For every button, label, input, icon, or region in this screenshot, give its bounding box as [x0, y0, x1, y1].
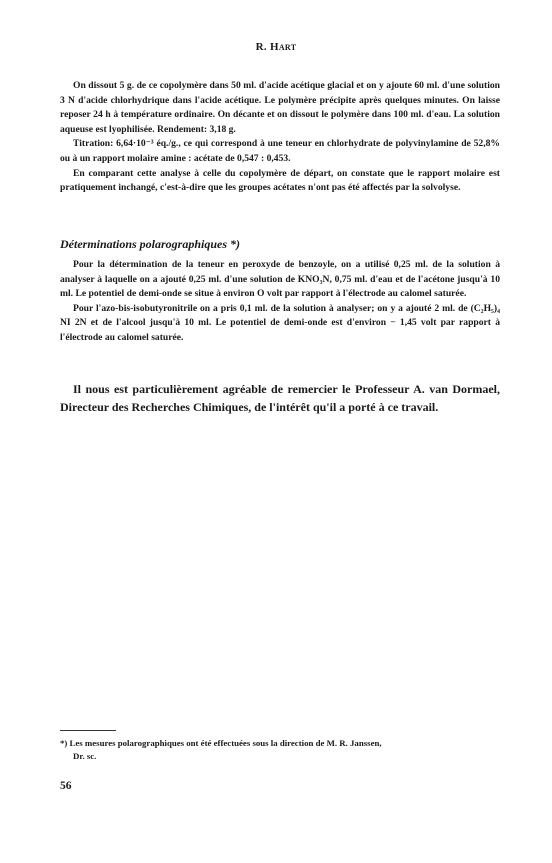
running-head: R. Hart [255, 41, 297, 53]
footnote-line2: Dr. sc. [73, 751, 97, 761]
section-preparation [60, 79, 500, 196]
section-polarography [60, 258, 500, 346]
page-number: 56 [60, 780, 72, 792]
paragraph-titration: Titration: 6,64·10⁻³ éq./g., ce qui correspond à une teneur en chlorhydrate de polyvinylamine de 52,8% ou à un rapport molaire amine : acétate de 0,547 : 0,453. [60, 138, 500, 164]
acknowledgement-text: Il nous est particulièrement agréable de remercier le Professeur A. van Dormael, Directeur des Recherches Chimiques, de l'intérêt qu'il a porté à ce travail. [60, 382, 500, 414]
paragraph-azo-bis: Pour l'azo-bis-isobutyronitrile on a pris 0,1 ml. de la solution à analyser; on y a ajouté 2 ml. de (C₂H₅)₄ NI 2N et de l'alcool jusqu'à 10 ml. Le potentiel de demi-onde est d'environ − 1,45 volt par rapport à l'électrode au calomel saturée. [60, 302, 500, 343]
footnote-divider [60, 730, 116, 731]
paragraph-comparison: En comparant cette analyse à celle du copolymère de départ, on constate que le rapport molaire est pratiquement inchangé, c'est-à-dire que les groupes acétates n'ont pas été affectés par la solvolyse. [60, 167, 500, 194]
section-heading-polarography: Déterminations polarographiques *) [60, 237, 241, 251]
footnote-line1: *) Les mesures polarographiques ont été effectuées sous la direction de M. R. Janssen, [60, 738, 382, 748]
acknowledgement [60, 380, 500, 416]
footnote [60, 737, 500, 763]
paragraph-benzoyl-peroxide: Pour la détermination de la teneur en peroxyde de benzoyle, on a utilisé 0,25 ml. de la solution à analyser à laquelle on a ajouté 0,25 ml. d'une solution de KNO₃N, 0,75 ml. d'eau et de l'acétone jusqu'à 10 ml. Le potentiel de demi-onde se situe à environ O volt par rapport à l'électrode au calomel saturée. [60, 259, 500, 300]
paragraph-dissolution: On dissout 5 g. de ce copolymère dans 50 ml. d'acide acétique glacial et on y ajoute 60 ml. d'une solution 3 N d'acide chlorhydrique dans l'acide acétique. Le polymère précipite après quelques minutes. On laisse reposer 24 h à température ordinaire. On décante et on dissout le polymère dans 100 ml. d'eau. La solution aqueuse est lyophilisée. Rendement: 3,18 g. [60, 80, 500, 135]
